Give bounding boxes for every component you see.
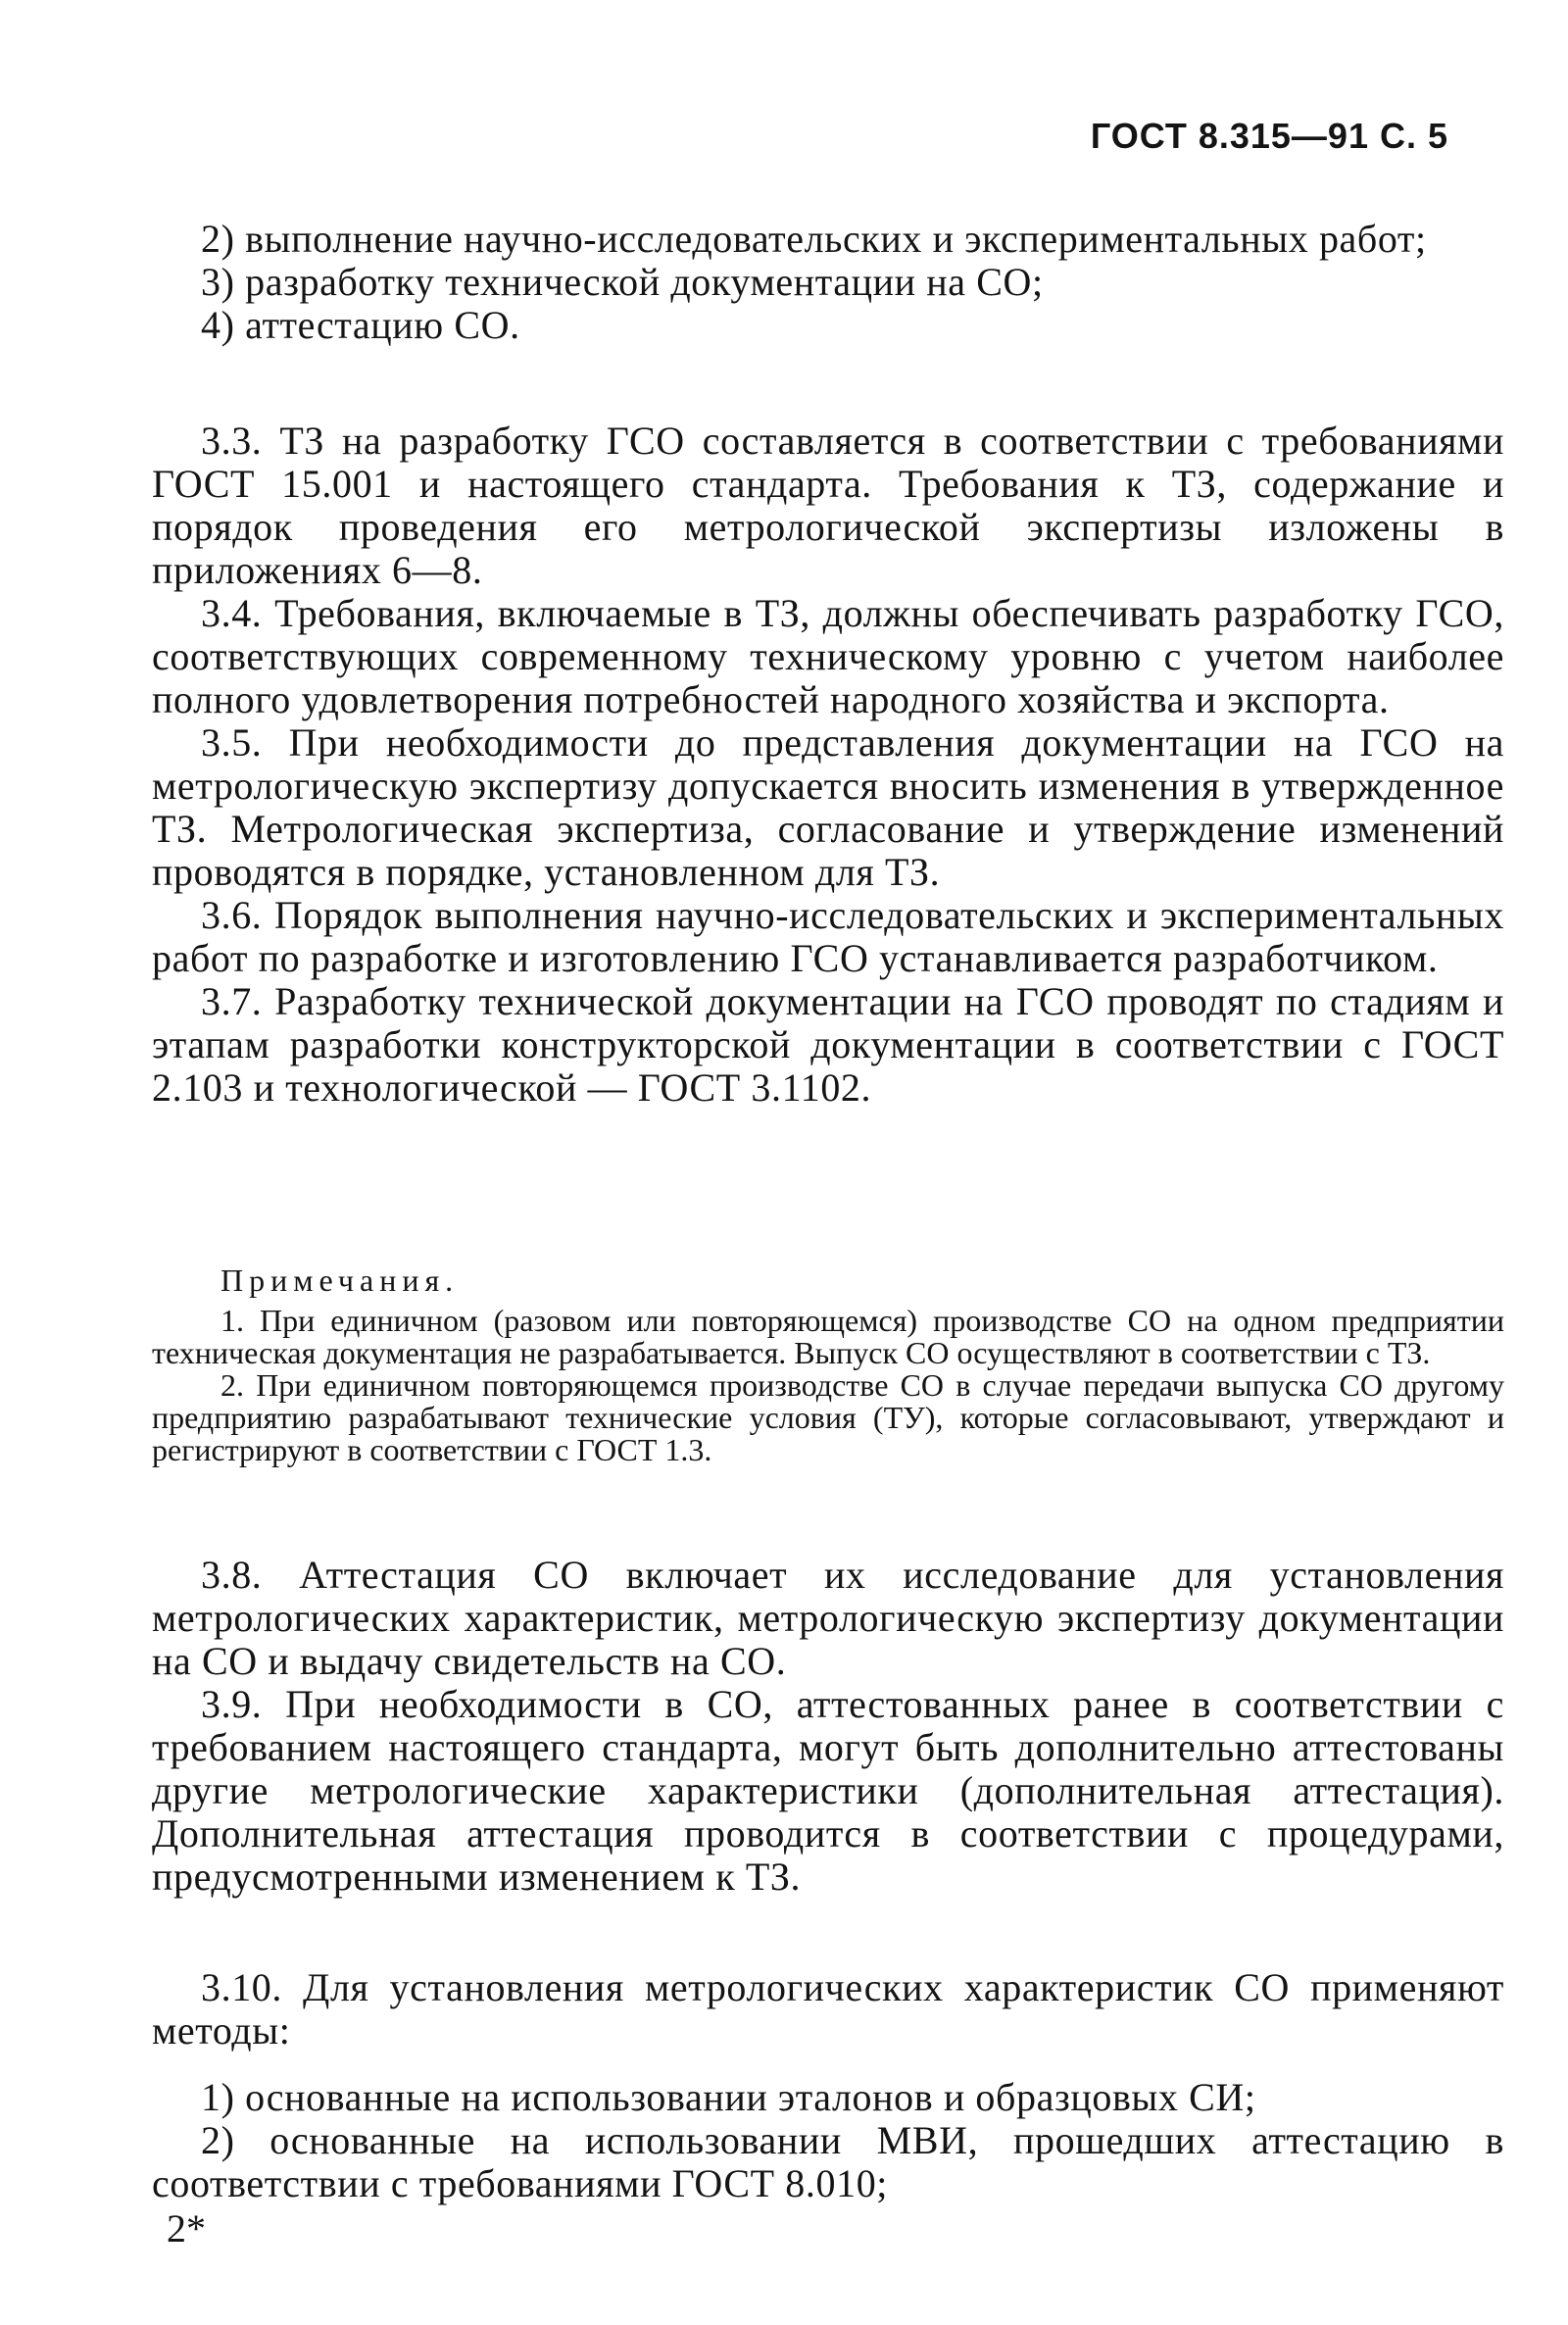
paragraph-3-6: 3.6. Порядок выполнения научно-исследовательских и экспериментальных работ по разработке и изготовлению ГСО устанавливается разработчиком. [152,893,1504,980]
list-item: 2) основанные на использовании МВИ, прошедших аттестацию в соответствии с требованиями ГОСТ 8.010; [152,2118,1504,2205]
text-block-4 [152,1966,1504,2053]
paragraph-3-8: 3.8. Аттестация СО включает их исследование для установления метрологических характеристик, метрологическую экспертизу документации на СО и выдачу свидетельств на СО. [152,1553,1504,1683]
text-block-3 [152,1554,1504,1899]
paragraph-3-10: 3.10. Для установления метрологических характеристик СО применяют методы: [152,1965,1504,2053]
paragraph-3-4: 3.4. Требования, включаемые в ТЗ, должны обеспечивать разработку ГСО, соответствующих современному техническому уровню с учетом наиболее полного удовлетворения потребностей народного хозяйства и экспорта. [152,591,1504,721]
paragraph-3-5: 3.5. При необходимости до представления документации на ГСО на метрологическую экспертизу допускается вносить изменения в утвержденное ТЗ. Метрологическая экспертиза, согласование и утверждение изменений проводятся в порядке, установленном для ТЗ. [152,720,1504,894]
text-block-1 [152,218,1504,347]
notes-title: Примечания. [220,1262,460,1298]
paragraph-3-9: 3.9. При необходимости в СО, аттестованных ранее в соответствии с требованием настоящего стандарта, могут быть дополнительно аттестованы другие метрологические характеристики (дополнительная аттестация). Дополнительная аттестация проводится в соответствии с процедурами, предусмотренными изменением к ТЗ. [152,1682,1504,1899]
text-block-2 [152,420,1504,1110]
paragraph-3-3: 3.3. ТЗ на разработку ГСО составляется в соответствии с требованиями ГОСТ 15.001 и настоящего стандарта. Требования к ТЗ, содержание и порядок проведения его метрологической экспертизы изложены в приложениях 6—8. [152,419,1504,592]
note-item: 2. При единичном повторяющемся производстве СО в случае передачи выпуска СО другому предприятию разрабатывают технические условия (ТУ), которые согласовывают, утверждают и регистрируют в соответствии с ГОСТ 1.3. [152,1367,1504,1467]
paragraph: 4) аттестацию СО. [201,303,520,347]
paragraph: 3) разработку технической документации на СО; [201,260,1044,304]
list-item: 1) основанные на использовании эталонов и образцовых СИ; [201,2075,1256,2119]
notes-block [152,1264,1504,1466]
note-item: 1. При единичном (разовом или повторяющемся) производстве СО на одном предприятии техническая документация не разрабатывается. Выпуск СО осуществляют в соответствии с ТЗ. [152,1303,1504,1370]
text-block-5 [152,2076,1504,2205]
paragraph-3-7: 3.7. Разработку технической документации на ГСО проводят по стадиям и этапам разработки конструкторской документации в соответствии с ГОСТ 2.103 и технологической — ГОСТ 3.1102. [152,979,1504,1110]
signature-mark: 2* [167,2206,206,2251]
paragraph: 2) выполнение научно-исследовательских и экспериментальных работ; [201,217,1427,261]
page-header: ГОСТ 8.315—91 С. 5 [1090,116,1448,156]
